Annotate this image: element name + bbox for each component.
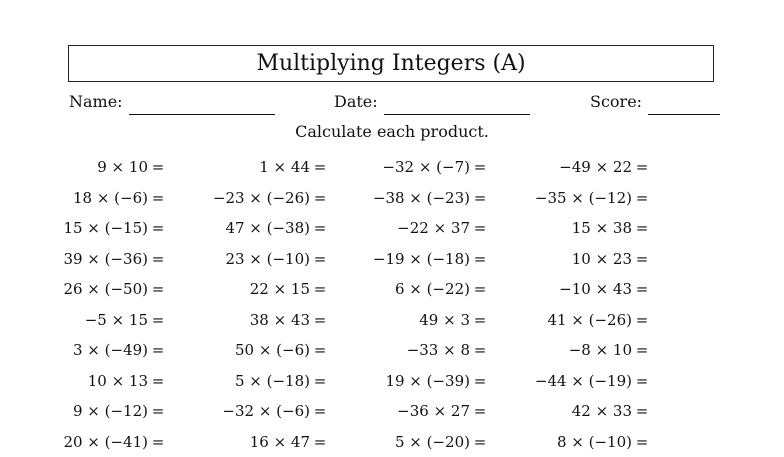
problem-expression: −32 × (−7) (382, 158, 470, 176)
problem-expression: 5 × (−18) (234, 371, 310, 390)
problem-expression: 18 × (−6) (72, 188, 148, 207)
equals-sign: = (313, 371, 327, 390)
equals-sign: = (635, 371, 649, 390)
problem-row (0, 246, 784, 274)
equals-sign: = (313, 341, 327, 359)
problem-expression: 6 × (−22) (394, 280, 470, 298)
name-field (69, 92, 275, 115)
equals-sign: = (151, 158, 165, 176)
equals-sign: = (473, 371, 487, 390)
problem-expression: 19 × (−39) (385, 371, 470, 390)
problem-expression: 23 × (−10) (225, 249, 310, 268)
equals-sign: = (473, 188, 487, 207)
equals-sign: = (151, 249, 165, 268)
name-label: Name: (69, 92, 123, 111)
equals-sign: = (635, 432, 649, 451)
equals-sign: = (313, 432, 327, 451)
equals-sign: = (313, 219, 327, 237)
problem-expression: 20 × (−41) (63, 432, 148, 451)
equals-sign: = (635, 249, 649, 268)
problem-expression: 9 × (−12) (72, 402, 148, 420)
problem-expression: 10 × 13 (87, 371, 148, 390)
equals-sign: = (151, 219, 165, 237)
problem-row (0, 185, 784, 213)
problem-expression: −35 × (−12) (534, 188, 632, 207)
header-fields (0, 92, 784, 118)
equals-sign: = (151, 371, 165, 390)
problem-expression: 15 × 38 (571, 219, 632, 237)
date-field (334, 92, 530, 115)
problem-expression: −49 × 22 (559, 158, 632, 176)
problem-expression: 50 × (−6) (234, 341, 310, 359)
problem-expression: 47 × (−38) (225, 219, 310, 237)
equals-sign: = (473, 310, 487, 329)
equals-sign: = (635, 341, 649, 359)
score-blank-line[interactable] (648, 92, 720, 115)
equals-sign: = (635, 219, 649, 237)
problem-expression: 8 × (−10) (556, 432, 632, 451)
worksheet-title (68, 45, 714, 82)
equals-sign: = (151, 280, 165, 298)
problem-expression: −32 × (−6) (222, 402, 310, 420)
problem-expression: −38 × (−23) (372, 188, 470, 207)
equals-sign: = (313, 310, 327, 329)
problem-expression: 39 × (−36) (63, 249, 148, 268)
problem-expression: −23 × (−26) (212, 188, 310, 207)
date-label: Date: (334, 92, 378, 111)
problem-expression: 16 × 47 (249, 432, 310, 451)
name-blank-line[interactable] (129, 92, 275, 115)
problem-expression: 26 × (−50) (63, 280, 148, 298)
problem-expression: 1 × 44 (259, 158, 310, 176)
problem-expression: 42 × 33 (571, 402, 632, 420)
equals-sign: = (313, 249, 327, 268)
problem-expression: 22 × 15 (249, 280, 310, 298)
equals-sign: = (151, 310, 165, 329)
problem-expression: 5 × (−20) (394, 432, 470, 451)
problem-expression: 15 × (−15) (63, 219, 148, 237)
equals-sign: = (635, 188, 649, 207)
problem-expression: −5 × 15 (84, 310, 148, 329)
problem-expression: −44 × (−19) (534, 371, 632, 390)
equals-sign: = (151, 402, 165, 420)
problem-expression: −22 × 37 (397, 219, 470, 237)
problem-row (0, 429, 784, 457)
problem-expression: −10 × 43 (559, 280, 632, 298)
problem-expression: −19 × (−18) (372, 249, 470, 268)
problem-row (0, 368, 784, 396)
equals-sign: = (635, 280, 649, 298)
score-label: Score: (590, 92, 643, 111)
equals-sign: = (473, 341, 487, 359)
problem-row (0, 154, 784, 182)
equals-sign: = (473, 158, 487, 176)
equals-sign: = (151, 188, 165, 207)
problem-expression: −8 × 10 (568, 341, 632, 359)
equals-sign: = (473, 402, 487, 420)
problem-expression: 41 × (−26) (547, 310, 632, 329)
equals-sign: = (473, 219, 487, 237)
problem-expression: 49 × 3 (419, 310, 470, 329)
equals-sign: = (635, 158, 649, 176)
equals-sign: = (313, 188, 327, 207)
problem-expression: −36 × 27 (397, 402, 470, 420)
equals-sign: = (473, 280, 487, 298)
equals-sign: = (313, 280, 327, 298)
instructions: Calculate each product. (295, 122, 489, 141)
problem-expression: 38 × 43 (249, 310, 310, 329)
equals-sign: = (151, 341, 165, 359)
equals-sign: = (313, 402, 327, 420)
equals-sign: = (151, 432, 165, 451)
equals-sign: = (313, 158, 327, 176)
date-blank-line[interactable] (384, 92, 530, 115)
equals-sign: = (635, 310, 649, 329)
equals-sign: = (473, 432, 487, 451)
problem-expression: 9 × 10 (97, 158, 148, 176)
problem-row (0, 276, 784, 304)
problem-row (0, 215, 784, 243)
score-field (590, 92, 720, 115)
problem-row (0, 337, 784, 365)
worksheet-title-text: Multiplying Integers (A) (256, 51, 526, 76)
problem-row (0, 398, 784, 426)
equals-sign: = (635, 402, 649, 420)
problem-expression: 10 × 23 (571, 249, 632, 268)
problem-expression: −33 × 8 (406, 341, 470, 359)
problem-expression: 3 × (−49) (72, 341, 148, 359)
equals-sign: = (473, 249, 487, 268)
problem-row (0, 307, 784, 335)
